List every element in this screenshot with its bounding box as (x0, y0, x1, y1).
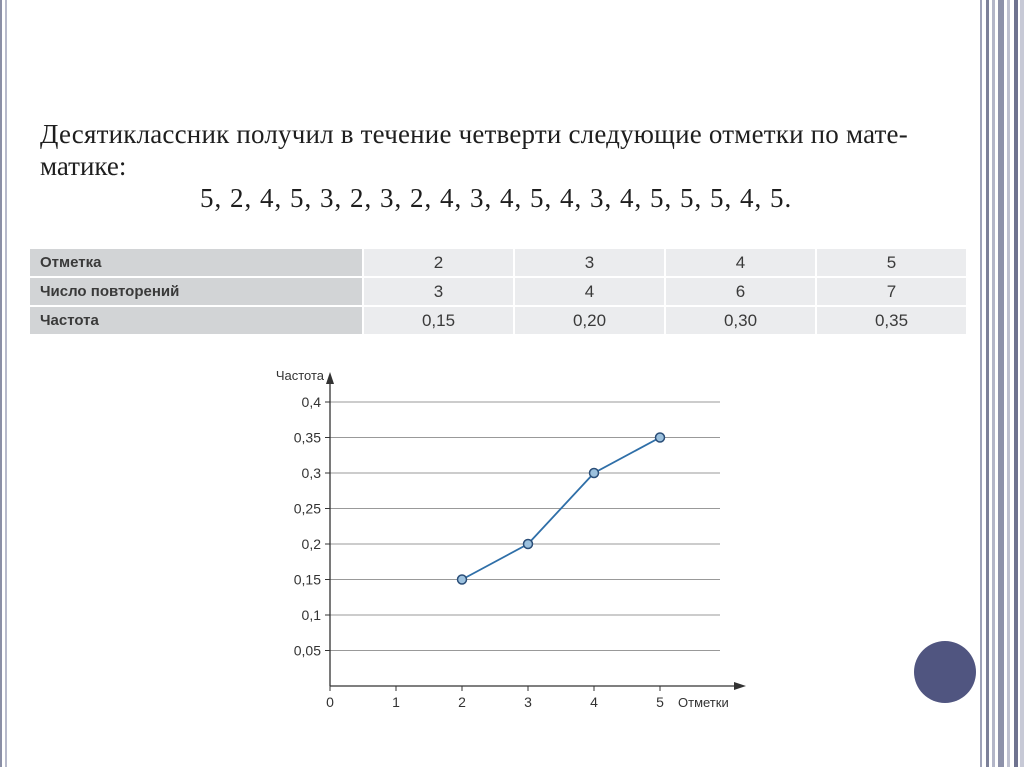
y-tick-label: 0,35 (293, 429, 321, 446)
slide-nav-dot[interactable] (914, 641, 976, 703)
table-cell: 4 (515, 278, 664, 305)
x-tick-label: 3 (524, 694, 532, 710)
frame-left-line (0, 0, 2, 767)
frame-left-line-inner (5, 0, 7, 767)
table-row (30, 307, 966, 334)
table-cell: 5 (817, 249, 966, 276)
y-axis-label: Частота (275, 368, 324, 383)
x-axis-label: Отметки (678, 695, 729, 710)
x-tick-label: 1 (392, 694, 400, 710)
table-cell: 3 (364, 278, 513, 305)
y-tick-label: 0,05 (293, 642, 321, 659)
data-point (656, 433, 665, 442)
table-cell: 7 (817, 278, 966, 305)
table-cell: 0,20 (515, 307, 664, 334)
y-tick-label: 0,4 (301, 394, 321, 410)
x-tick-label: 2 (458, 694, 466, 710)
x-axis-arrow (734, 682, 746, 690)
table-cell: 0,15 (364, 307, 513, 334)
frequency-table (28, 247, 968, 336)
frame-right-border (980, 0, 1024, 767)
table-row (30, 249, 966, 276)
y-axis-arrow (326, 372, 334, 384)
y-tick-label: 0,3 (301, 465, 321, 481)
x-tick-label: 4 (590, 694, 598, 710)
frequency-line-chart (250, 360, 750, 710)
y-tick-label: 0,1 (301, 607, 321, 623)
x-tick-label: 5 (656, 694, 664, 710)
data-point (590, 469, 599, 478)
problem-text-line2: матике: (40, 151, 127, 181)
marks-sequence: 5, 2, 4, 5, 3, 2, 3, 2, 4, 3, 4, 5, 4, 3, 4, 5, 5, 5, 4, 5. (200, 183, 793, 213)
table-cell: 4 (666, 249, 815, 276)
y-tick-label: 0,25 (293, 500, 321, 517)
table-cell: 3 (515, 249, 664, 276)
data-point (458, 575, 467, 584)
y-tick-label: 0,2 (301, 536, 321, 552)
y-tick-label: 0,15 (293, 571, 321, 588)
table-cell: 2 (364, 249, 513, 276)
table-cell: 6 (666, 278, 815, 305)
data-point (524, 540, 533, 549)
row-header: Частота (30, 307, 362, 334)
table-row (30, 278, 966, 305)
x-tick-label: 0 (326, 694, 334, 710)
problem-text-line1: Десятиклассник получил в течение четверти следующие отметки по мате- (40, 119, 908, 149)
row-header: Число повторений (30, 278, 362, 305)
row-header: Отметка (30, 249, 362, 276)
table-cell: 0,35 (817, 307, 966, 334)
table-cell: 0,30 (666, 307, 815, 334)
